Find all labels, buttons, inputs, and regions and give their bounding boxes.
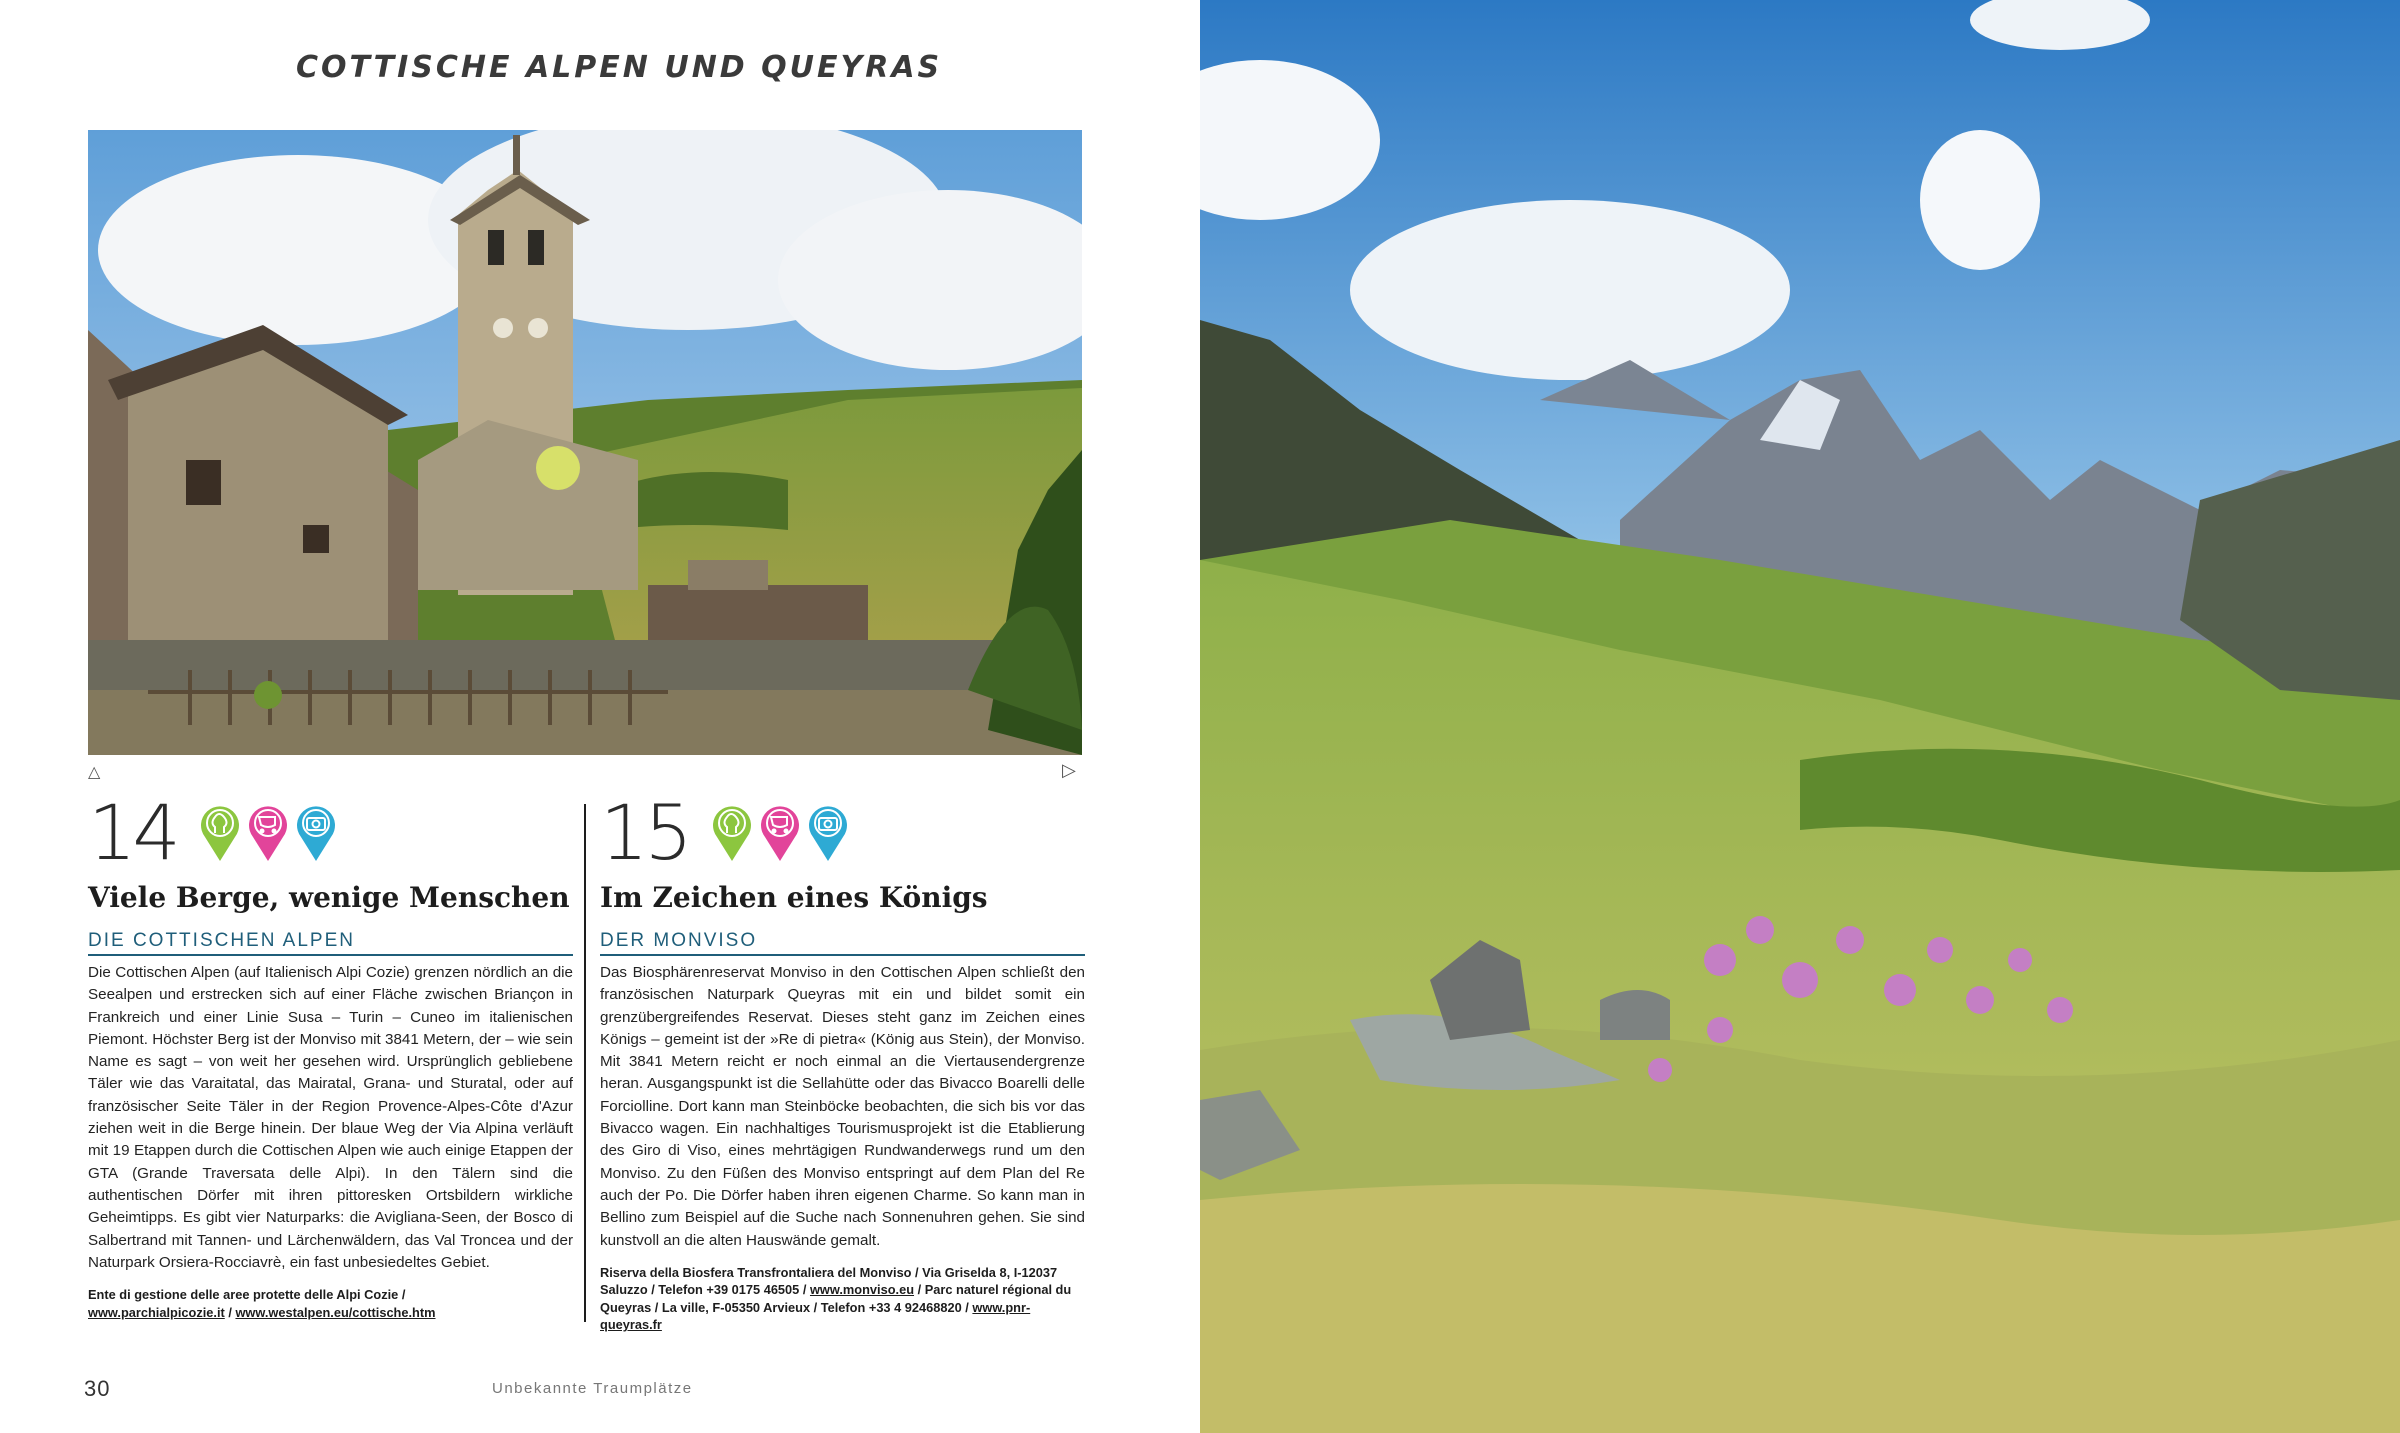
monviso-valley-photo — [1200, 0, 2400, 1433]
tree-pin-icon — [199, 803, 241, 863]
contact-link[interactable]: www.westalpen.eu/cottische.htm — [235, 1304, 436, 1320]
entry-subhead: DER MONVISO — [600, 930, 1085, 956]
contact-link[interactable]: www.parchialpicozie.it — [88, 1304, 225, 1320]
entry-body: Die Cottischen Alpen (auf Italienisch Alpi Cozie) grenzen nördlich an die Seealpen und erstrecken sich auf einer Fläche zwischen Briançon in Frankreich und einer Linie Susa – Turin – Cuneo im italienischen Piemont. Höchster Berg ist der Monviso mit 3841 Metern, der – wie sein Name es sagt – von weit her gesehen wird. Ursprünglich gebliebene Täler wie das Varaitatal, das Mairatal, Grana- und Sturatal, oder auf französischer Seite Täler in der Region Provence-Alpes-Côte d'Azur ziehen weit in die Berge hinein. Der blaue Weg der Via Alpina verläuft mit 19 Etappen durch die Cottischen Alpen wie auch einige Etappen der GTA (Grande Traversata delle Alpi). In den Tälern sind die authentischen Dörfer mit ihren pittoresken Ortsbildern wirkliche Geheimtipps. Es gibt vier Naturparks: die Avigliana-Seen, der Bosco di Salbertrand mit Tannen- und Lärchenwäldern, das Val Troncea und der Naturpark Orsiera-Rocciavrè, ein fast unbesiedeltes Gebiet. — [88, 964, 573, 1271]
camera-pin-icon — [807, 803, 849, 863]
crop-mark-right: ▷ — [1062, 760, 1076, 780]
entry-subhead: DIE COTTISCHEN ALPEN — [88, 930, 573, 956]
running-head: COTTISCHE ALPEN UND QUEYRAS — [296, 50, 943, 85]
tree-pin-icon — [711, 803, 753, 863]
entry-body: Das Biosphärenreservat Monviso in den Cottischen Alpen schließt den französischen Naturpark Queyras mit ein und bildet somit ein grenzübergreifendes Reservat. Dieses steht ganz im Zeichen eines Königs – gemeint ist der »Re di pietra« (König aus Stein), der Monviso. Mit 3841 Metern reicht er noch einmal an die Viertausendergrenze heran. Ausgangspunkt ist die Sellahütte oder das Bivacco Boarelli delle Forciolline. Dort kann man Steinböcke beobachten, die sich bis vor das Bivacco wagen. Ein nachhaltiges Tourismusprojekt ist die Etablierung des Giro di Viso, eines mehrtägigen Rundwanderwegs rund um den Monviso. Zu den Füßen des Monviso entspringt auf dem Plan del Re auch der Po. Die Dörfer haben ihren eigenen Charme. So kann man in Bellino zum Beispiel auf die Suche nach Sonnenuhren gehen. Sie sind kunstvoll an die alten Hauswände gemalt. — [600, 964, 1085, 1249]
contact-separator: / — [224, 1304, 236, 1320]
entry-number-row — [600, 788, 1085, 877]
entry-number-row — [88, 788, 573, 877]
entry-14 — [88, 788, 573, 1321]
book-title-footer: Unbekannte Traumplätze — [492, 1380, 693, 1397]
stroller-pin-icon — [759, 803, 801, 863]
village-church-photo — [88, 130, 1082, 755]
contact-link[interactable]: www.monviso.eu — [809, 1282, 915, 1298]
entry-number: 14 — [88, 788, 177, 877]
entry-contact — [600, 1264, 1085, 1334]
contact-text: / Parc naturel régional du Queyras / La ville, F-05350 Arvieux / Telefon +33 4 92468820 / — [600, 1282, 1072, 1315]
contact-text: Riserva della Biosfera Transfrontaliera del Monviso / Via Griselda 8, I-12037 Saluzzo / Telefon +39 0175 46505 / — [600, 1264, 1058, 1298]
entry-15 — [600, 788, 1085, 1334]
entry-contact — [88, 1286, 573, 1321]
camera-pin-icon — [295, 803, 337, 863]
stroller-pin-icon — [247, 803, 289, 863]
entry-number: 15 — [600, 788, 689, 877]
crop-mark-left: △ — [88, 764, 101, 781]
contact-link[interactable]: www.pnr-queyras.fr — [600, 1299, 1031, 1333]
column-divider — [584, 804, 586, 1322]
entry-headline: Im Zeichen eines Königs — [600, 881, 988, 914]
contact-text: Ente di gestione delle aree protette delle Alpi Cozie / — [88, 1287, 406, 1303]
page-number: 30 — [84, 1376, 111, 1401]
entry-headline: Viele Berge, wenige Menschen — [88, 881, 570, 914]
